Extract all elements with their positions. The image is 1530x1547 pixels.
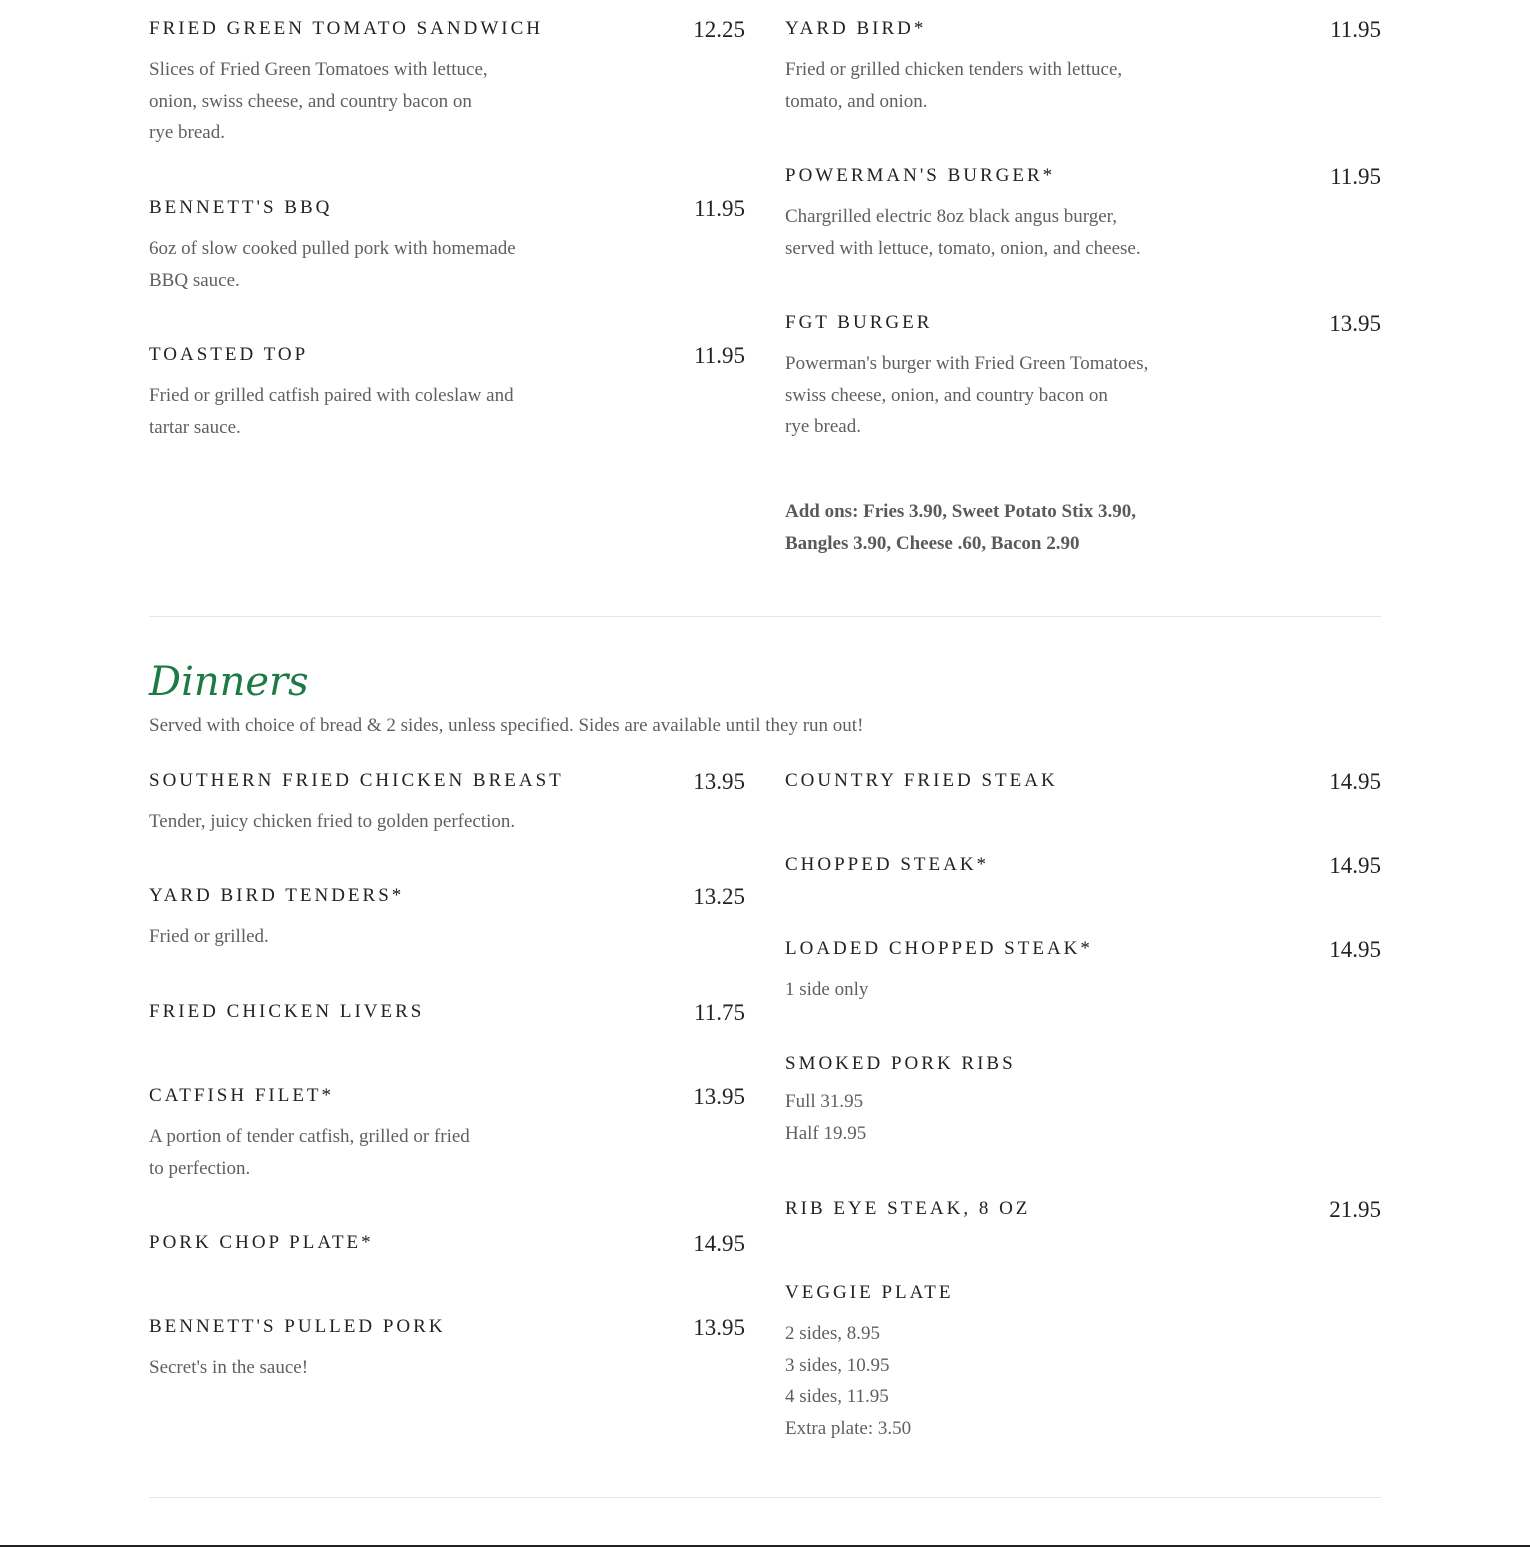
item-name: FGT BURGER [785, 312, 933, 333]
item-name: COUNTRY FRIED STEAK [785, 770, 1058, 791]
item-description: 1 side only [785, 979, 869, 1000]
item-name: YARD BIRD* [785, 18, 927, 39]
item-price: 11.75 [694, 1000, 745, 1025]
menu-item-yard-bird [785, 18, 1381, 118]
item-price: 14.95 [693, 1231, 745, 1256]
menu-item-fried-chicken-livers [149, 1001, 745, 1041]
item-name: POWERMAN'S BURGER* [785, 165, 1056, 186]
menu-item-chopped-steak [785, 854, 1381, 894]
item-price: 14.95 [1329, 769, 1381, 794]
item-name: TOASTED TOP [149, 344, 309, 365]
menu-item-fgt-burger [785, 312, 1381, 442]
item-description: Chargrilled electric 8oz black angus burger, served with lettuce, tomato, onion, and cheese. [785, 206, 1141, 259]
item-price: 13.95 [1329, 311, 1381, 336]
menu-item-bennetts-pulled-pork [149, 1316, 745, 1386]
menu-item-fried-green-tomato-sandwich [149, 18, 745, 148]
item-name: BENNETT'S BBQ [149, 197, 333, 218]
item-name: LOADED CHOPPED STEAK* [785, 938, 1093, 959]
item-description: A portion of tender catfish, grilled or fried to perfection. [149, 1126, 470, 1179]
menu-item-pork-chop-plate [149, 1232, 745, 1272]
item-name: SOUTHERN FRIED CHICKEN BREAST [149, 770, 564, 791]
item-name: SMOKED PORK RIBS [785, 1053, 1016, 1074]
item-price: 11.95 [1330, 17, 1381, 42]
menu-item-powermans-burger [785, 165, 1381, 265]
item-description: Fried or grilled catfish paired with coleslaw and tartar sauce. [149, 385, 514, 438]
item-price: 13.95 [693, 1315, 745, 1340]
item-name: VEGGIE PLATE [785, 1282, 954, 1303]
menu-item-toasted-top [149, 344, 745, 444]
menu-item-loaded-chopped-steak [785, 938, 1381, 1008]
item-price: 13.25 [693, 884, 745, 909]
sandwich-addons: Add ons: Fries 3.90, Sweet Potato Stix 3.90, Bangles 3.90, Cheese .60, Bacon 2.90 [785, 501, 1136, 554]
section-note: Served with choice of bread & 2 sides, unless specified. Sides are available until they run out! [149, 715, 864, 736]
menu-item-bennetts-bbq [149, 197, 745, 297]
section-title-dinners: Dinners [149, 659, 309, 705]
item-price: 13.95 [693, 1084, 745, 1109]
item-description: Full 31.95 Half 19.95 [785, 1091, 867, 1144]
menu-item-country-fried-steak [785, 770, 1381, 810]
item-description: Powerman's burger with Fried Green Tomatoes, swiss cheese, onion, and country bacon on rye bread. [785, 353, 1149, 437]
menu-item-smoked-pork-ribs [785, 1053, 1381, 1153]
menu-item-southern-fried-chicken-breast [149, 770, 745, 840]
item-description: 6oz of slow cooked pulled pork with homemade BBQ sauce. [149, 238, 516, 291]
item-description: Tender, juicy chicken fried to golden perfection. [149, 811, 516, 832]
item-description: 2 sides, 8.95 3 sides, 10.95 4 sides, 11.95 Extra plate: 3.50 [785, 1323, 912, 1439]
item-price: 11.95 [694, 196, 745, 221]
section-divider [149, 1497, 1381, 1498]
section-divider [149, 616, 1381, 617]
item-description: Secret's in the sauce! [149, 1357, 309, 1378]
item-price: 21.95 [1329, 1197, 1381, 1222]
item-name: YARD BIRD TENDERS* [149, 885, 405, 906]
item-name: PORK CHOP PLATE* [149, 1232, 374, 1253]
menu-item-yard-bird-tenders [149, 885, 745, 955]
item-description: Fried or grilled. [149, 926, 269, 947]
item-description: Slices of Fried Green Tomatoes with lettuce, onion, swiss cheese, and country bacon on rye bread. [149, 59, 488, 143]
item-name: RIB EYE STEAK, 8 OZ [785, 1198, 1031, 1219]
item-price: 12.25 [693, 17, 745, 42]
menu-item-catfish-filet [149, 1085, 745, 1185]
item-name: FRIED CHICKEN LIVERS [149, 1001, 425, 1022]
item-name: CATFISH FILET* [149, 1085, 335, 1106]
item-description: Fried or grilled chicken tenders with lettuce, tomato, and onion. [785, 59, 1123, 112]
item-name: BENNETT'S PULLED PORK [149, 1316, 446, 1337]
menu-item-veggie-plate [785, 1282, 1381, 1452]
item-price: 11.95 [694, 343, 745, 368]
item-price: 14.95 [1329, 853, 1381, 878]
item-name: CHOPPED STEAK* [785, 854, 990, 875]
item-name: FRIED GREEN TOMATO SANDWICH [149, 18, 543, 39]
item-price: 14.95 [1329, 937, 1381, 962]
item-price: 11.95 [1330, 164, 1381, 189]
item-price: 13.95 [693, 769, 745, 794]
menu-item-rib-eye-steak [785, 1198, 1381, 1238]
